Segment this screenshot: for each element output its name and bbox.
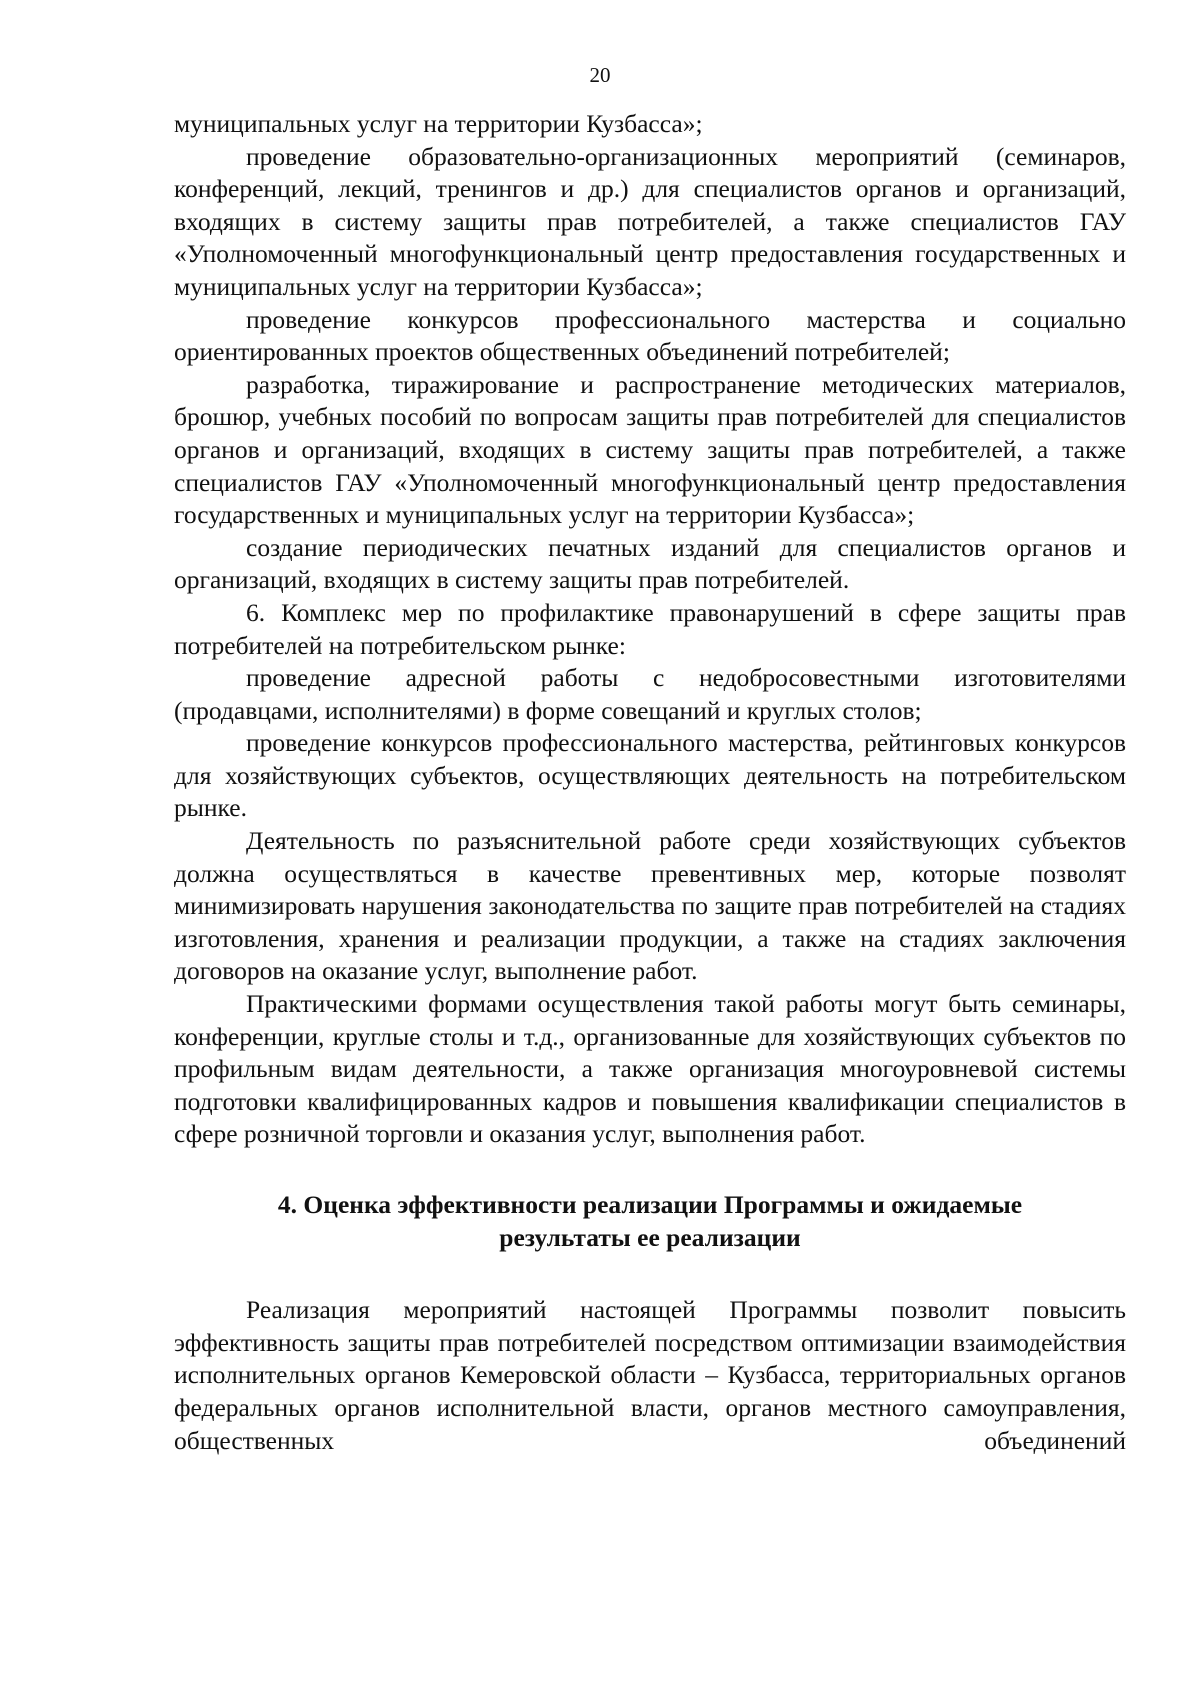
paragraph: проведение конкурсов профессионального мастерства, рейтинговых конкурсов для хозяйствующих субъектов, осуществляющих деятельность на потребительском рынке. (174, 728, 1126, 823)
section-heading-line: 4. Оценка эффективности реализации Программы и ожидаемые (277, 1190, 1023, 1219)
body-text-after (174, 1294, 1126, 1457)
paragraph: Практическими формами осуществления такой работы могут быть семинары, конференции, круглые столы и т.д., организованные для хозяйствующих субъектов по профильным видам деятельности, а также организация многоуровневой системы подготовки квалифицированных кадров и повышения квалификации специалистов в сфере розничной торговли и оказания услуг, выполнения работ. (174, 989, 1126, 1149)
paragraph: Деятельность по разъяснительной работе среди хозяйствующих субъектов должна осуществляться в качестве превентивных мер, которые позволят минимизировать нарушения законодательства по защите прав потребителей на стадиях изготовления, хранения и реализации продукции, а также на стадиях заключения договоров на оказание услуг, выполнение работ. (174, 826, 1126, 986)
paragraph: разработка, тиражирование и распространение методических материалов, брошюр, учебных пособий по вопросам защиты прав потребителей для специалистов органов и организаций, входящих в систему защиты прав потребителей, а также специалистов ГАУ «Уполномоченный многофункциональный центр предоставления государственных и муниципальных услуг на территории Кузбасса»; (174, 369, 1126, 530)
paragraph: проведение адресной работы с недобросовестными изготовителями (продавцами, исполнителями) в форме совещаний и круглых столов; (174, 663, 1126, 725)
body-text-before (174, 108, 1126, 1151)
paragraph: Реализация мероприятий настоящей Программы позволит повысить эффективность защиты прав потребителей посредством оптимизации взаимодействия исполнительных органов Кемеровской области – Кузбасса, территориальных органов федеральных органов исполнительной власти, органов местного самоуправления, общественных объединений (174, 1295, 1126, 1455)
page-number: 20 (589, 63, 611, 87)
paragraph: создание периодических печатных изданий для специалистов органов и организаций, входящих в систему защиты прав потребителей. (174, 532, 1126, 595)
paragraph: проведение образовательно-организационных мероприятий (семинаров, конференций, лекций, тренингов и др.) для специалистов органов и организаций, входящих в систему защиты прав потребителей, а также специалистов ГАУ «Уполномоченный многофункциональный центр предоставления государственных и муниципальных услуг на территории Кузбасса»; (174, 141, 1126, 301)
paragraph: 6. Комплекс мер по профилактике правонарушений в сфере защиты прав потребителей на потребительском рынке: (174, 597, 1126, 660)
paragraph: муниципальных услуг на территории Кузбасса»; (174, 109, 703, 138)
section-heading-line: результаты ее реализации (499, 1222, 801, 1252)
document-page (174, 60, 1126, 1457)
section-heading (174, 1189, 1126, 1254)
paragraph: проведение конкурсов профессионального мастерства и социально ориентированных проектов общественных объединений потребителей; (174, 304, 1126, 367)
